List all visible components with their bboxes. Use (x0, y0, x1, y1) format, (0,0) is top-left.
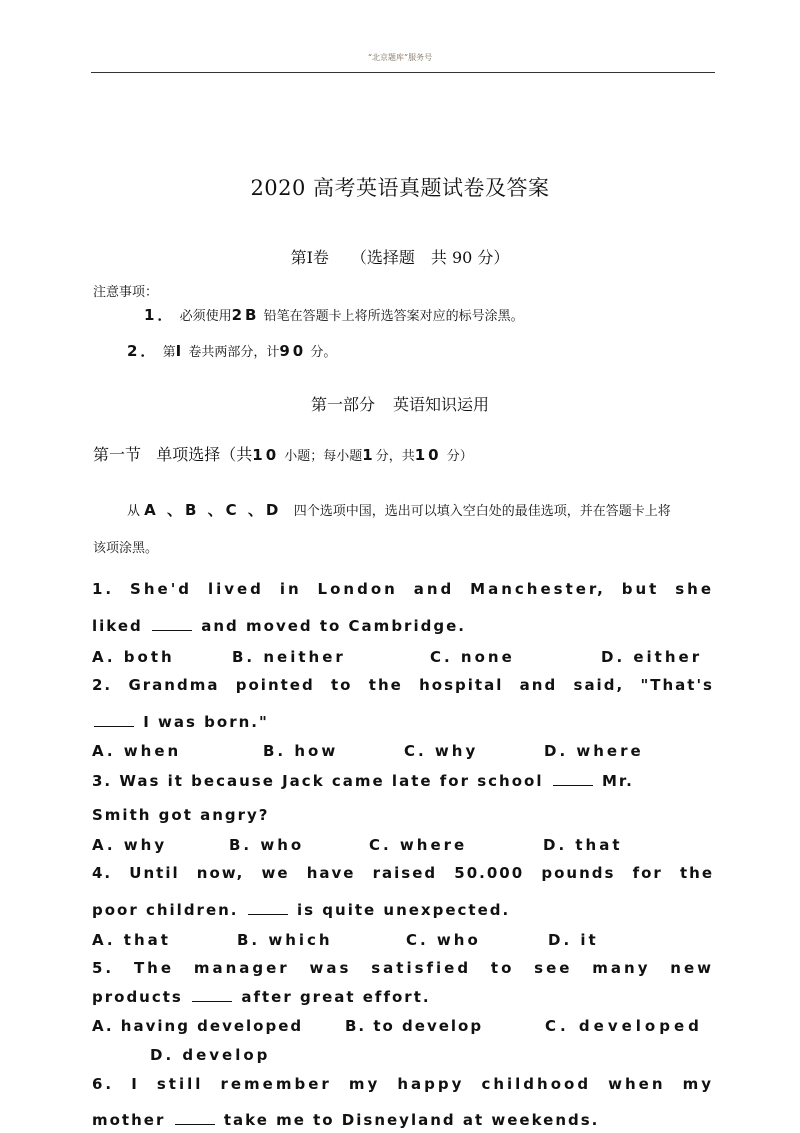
q4-line1: 4. Until now, we have raised 50.000 pounds for the (92, 864, 714, 882)
header-rule (91, 72, 715, 73)
q5-option-d[interactable]: D. develop (150, 1046, 271, 1064)
q5-line1: 5. The manager was satisfied to see many new (92, 959, 714, 977)
part-topic: 英语知识运用 (393, 395, 490, 414)
q3-option-c[interactable]: C. where (369, 836, 468, 854)
q5-line2-b: after great effort. (241, 988, 431, 1006)
note-2-score: 90 (279, 342, 307, 360)
q4-option-c[interactable]: C. who (406, 931, 481, 949)
subsection-end: 分） (446, 449, 473, 464)
q2-option-c[interactable]: C. why (404, 742, 479, 760)
subsection-mid1: 小题；每小题 (284, 449, 363, 464)
q4-option-b[interactable]: B. which (237, 931, 333, 949)
volume-desc: （选择题 共 90 分） (350, 248, 510, 267)
q6-line1: 6. I still remember my happy childhood when my (92, 1075, 714, 1093)
q6-blank (175, 1123, 215, 1125)
q2-option-a[interactable]: A. when (92, 742, 182, 760)
subsection-mid2: 分，共 (375, 449, 415, 464)
notes-heading: 注意事项： (93, 285, 159, 300)
q2-line2 (92, 713, 714, 731)
q4-line2-a: poor children. (92, 901, 239, 919)
q3-line1-b: Mr. (601, 772, 634, 790)
q4-option-a[interactable]: A. that (92, 931, 171, 949)
q5-line2 (92, 988, 714, 1006)
header-service: “北京题库”服务号 (367, 53, 433, 62)
subsection-heading (93, 442, 473, 465)
q3-option-b[interactable]: B. who (229, 836, 305, 854)
q4-option-d[interactable]: D. it (548, 931, 599, 949)
note-1-text-a: 必须使用 (179, 309, 232, 324)
subsection-total: 10 (414, 446, 442, 464)
q5-blank (192, 1000, 232, 1002)
note-2-text-c: 分。 (310, 345, 337, 360)
subsection-label: 第一节 (93, 445, 142, 464)
section-heading (0, 245, 800, 268)
q5-option-c[interactable]: C. developed (545, 1017, 703, 1035)
q3-line1 (92, 772, 714, 790)
subsection-name: 单项选择（共 (156, 445, 253, 464)
instr-a: 从 (127, 504, 141, 519)
q4-blank (248, 913, 288, 915)
q5-option-a[interactable]: A. having developed (92, 1017, 304, 1035)
q1-line2-a: liked (92, 617, 143, 635)
part-name: 第一部分 (310, 395, 375, 414)
note-2-text-a: 第 (162, 345, 176, 360)
q1-blank (152, 629, 192, 631)
instr-b: 四个选项中国，选出可以填入空白处的最佳选项，并在答题卡上将 (293, 504, 671, 519)
q2-line1: 2. Grandma pointed to the hospital and said, "That's (92, 676, 714, 694)
q1-option-c[interactable]: C. none (430, 648, 515, 666)
q6-line2-a: mother (92, 1111, 166, 1129)
q6-line2-b: take me to Disneyland at weekends. (223, 1111, 600, 1129)
instructions-line-1 (127, 499, 749, 520)
q1-option-a[interactable]: A. both (92, 648, 175, 666)
subsection-count: 10 (252, 446, 280, 464)
note-1 (144, 304, 524, 325)
q3-option-a[interactable]: A. why (92, 836, 168, 854)
note-1-text-b: 铅笔在答题卡上将所选答案对应的标号涂黑。 (263, 309, 524, 324)
q3-line2: Smith got angry? (92, 806, 270, 824)
q1-option-d[interactable]: D. either (601, 648, 703, 666)
note-1-pencil: 2B (231, 306, 260, 324)
note-2 (127, 340, 336, 361)
q4-line2-b: is quite unexpected. (296, 901, 511, 919)
instructions-line-2: 该项涂黑。 (93, 541, 159, 556)
q3-line1-a: 3. Was it because Jack came late for school (92, 772, 544, 790)
q5-option-b[interactable]: B. to develop (345, 1017, 484, 1035)
q2-option-d[interactable]: D. where (544, 742, 644, 760)
q2-line2-b: I was born." (143, 713, 269, 731)
q3-option-d[interactable]: D. that (543, 836, 623, 854)
q2-blank (94, 725, 134, 727)
q4-line2 (92, 901, 714, 919)
q1-line2 (92, 617, 714, 635)
q1-option-b[interactable]: B. neither (232, 648, 346, 666)
note-1-number: 1． (144, 306, 176, 324)
q5-line2-a: products (92, 988, 183, 1006)
subsection-per: 1 (362, 446, 376, 464)
q1-line1: 1. She'd lived in London and Manchester, but she (92, 580, 714, 598)
volume-label: 第Ⅰ卷 (290, 248, 329, 267)
note-2-text-b: 卷共两部分，计 (188, 345, 280, 360)
q2-option-b[interactable]: B. how (263, 742, 339, 760)
instr-letters: A 、B 、C 、D (144, 501, 282, 519)
q6-line2 (92, 1111, 714, 1129)
page-title: 2020 高考英语真题试卷及答案 (250, 176, 550, 200)
q1-line2-b: and moved to Cambridge. (201, 617, 466, 635)
part-heading (0, 392, 800, 415)
q3-blank (553, 784, 593, 786)
note-2-number: 2． (127, 342, 159, 360)
note-2-vol: Ⅰ (175, 342, 185, 360)
